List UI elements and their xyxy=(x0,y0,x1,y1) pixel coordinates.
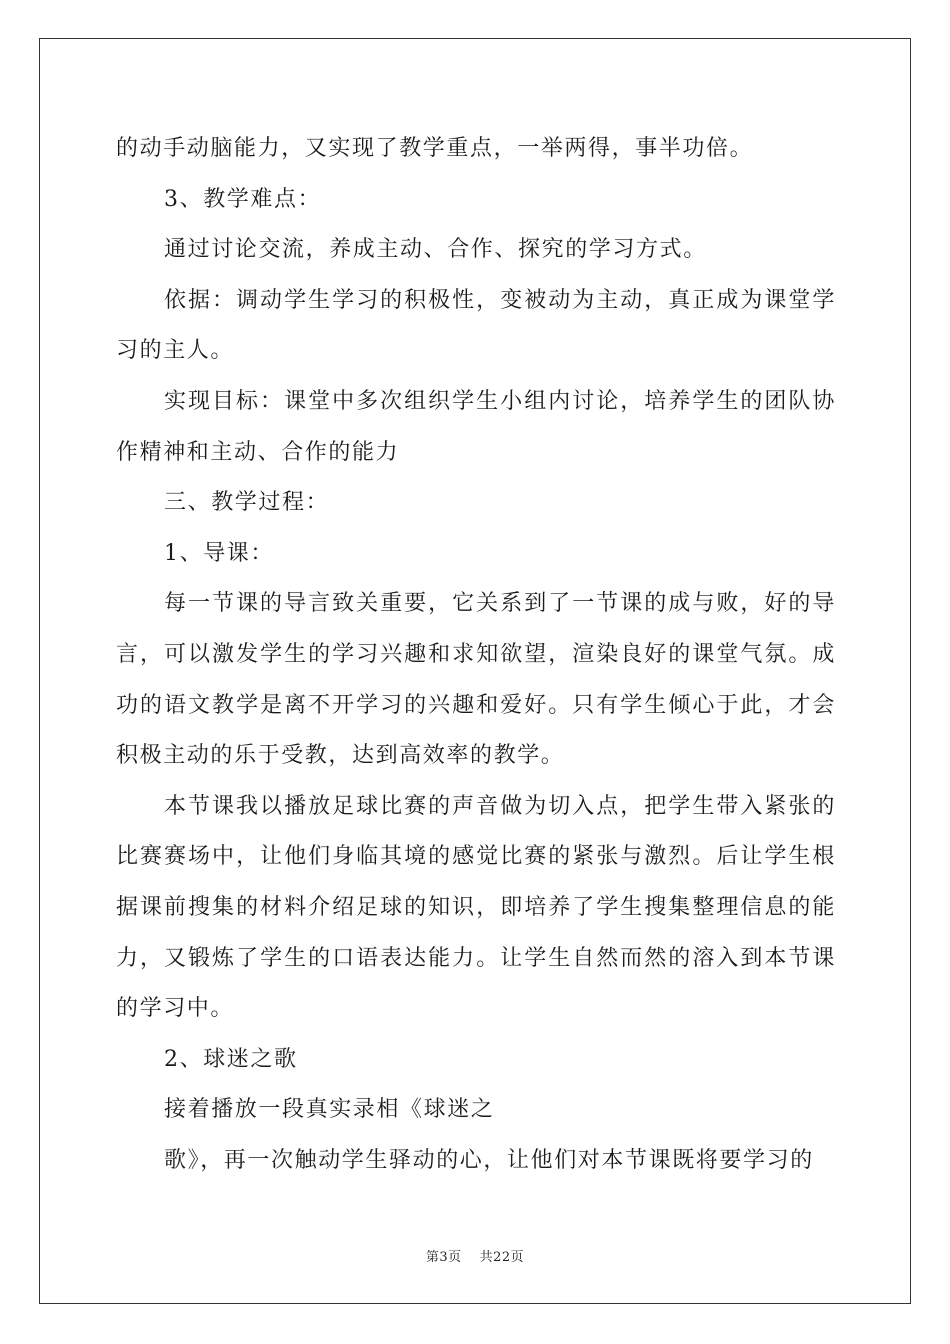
heading-teaching-difficulty: 3、教学难点： xyxy=(164,186,322,212)
paragraph-video-intro: 接着播放一段真实录相《球迷之 xyxy=(164,1097,495,1123)
page-total: 共22页 xyxy=(479,1250,525,1265)
paragraph-introduction: 每一节课的导言致关重要，它关系到了一节课的成与败，好的导言，可以激发学生的学习兴趣和求知欲望，渲染良好的课堂气氛。成功的语文教学是离不开学习的兴趣和爱好。只有学生倾心于此，才会积极主动的乐于受教，达到高效率的教学。 xyxy=(116,591,836,769)
heading-fan-song: 2、球迷之歌 xyxy=(164,1046,298,1072)
document-body xyxy=(116,124,836,1186)
heading-teaching-process: 三、教学过程： xyxy=(164,490,330,516)
paragraph-football-sound: 本节课我以播放足球比赛的声音做为切入点，把学生带入紧张的比赛赛场中，让他们身临其境的感觉比赛的紧张与激烈。后让学生根据课前搜集的材料介绍足球的知识，即培养了学生搜集整理信息的能力，又锻炼了学生的口语表达能力。让学生自然而然的溶入到本节课的学习中。 xyxy=(116,793,836,1022)
page-number: 第3页 xyxy=(425,1250,462,1265)
paragraph-video-continuation: 歌》，再一次触动学生驿动的心，让他们对本节课既将要学习的 xyxy=(164,1147,814,1173)
paragraph-continuation: 的动手动脑能力，又实现了教学重点，一举两得，事半功倍。 xyxy=(116,136,754,161)
heading-introduction: 1、导课： xyxy=(164,540,274,566)
page-footer xyxy=(0,1246,950,1265)
paragraph-goal: 实现目标：课堂中多次组织学生小组内讨论，培养学生的团队协作精神和主动、合作的能力 xyxy=(116,388,836,465)
paragraph-basis: 依据：调动学生学习的积极性，变被动为主动，真正成为课堂学习的主人。 xyxy=(116,287,836,364)
paragraph-difficulty-content: 通过讨论交流，养成主动、合作、探究的学习方式。 xyxy=(164,237,707,263)
